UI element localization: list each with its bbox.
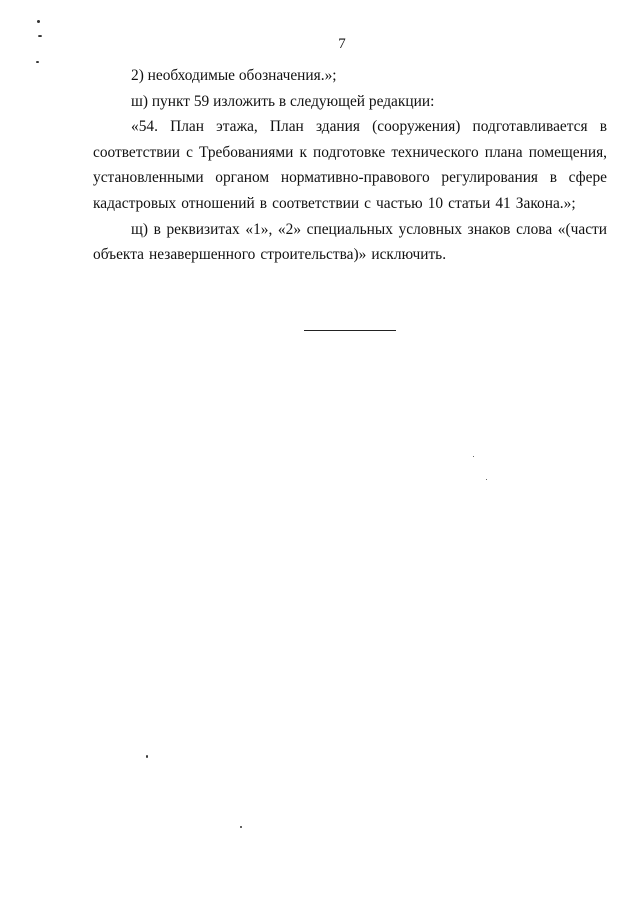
- separator-line: [304, 330, 396, 331]
- paragraph-item-54-text: «54. План этажа, План здания (сооружения) подготавливается в соответствии с Требованиями к подготовке технического плана помещения, установленными органом нормативно-правового регулирования в сфере кадастровых отношений в соответствии с частью 10 статьи 41 Закона.»;: [93, 118, 607, 212]
- scan-speck: [240, 826, 242, 828]
- scan-speck: [473, 456, 474, 457]
- document-body: [93, 63, 607, 268]
- scan-speck: [37, 20, 40, 23]
- scan-speck: [38, 35, 42, 37]
- page-number: 7: [338, 36, 346, 52]
- paragraph-item-59: ш) пункт 59 изложить в следующей редакции:: [131, 92, 435, 110]
- scan-speck: [36, 61, 39, 63]
- paragraph-designations: 2) необходимые обозначения.»;: [131, 67, 337, 84]
- paragraph-requisites: щ) в реквизитах «1», «2» специальных условных знаков слова «(части объекта незавершенного строительства)» исключить.: [93, 220, 607, 264]
- scan-speck: [486, 479, 487, 480]
- scan-speck: [146, 755, 148, 758]
